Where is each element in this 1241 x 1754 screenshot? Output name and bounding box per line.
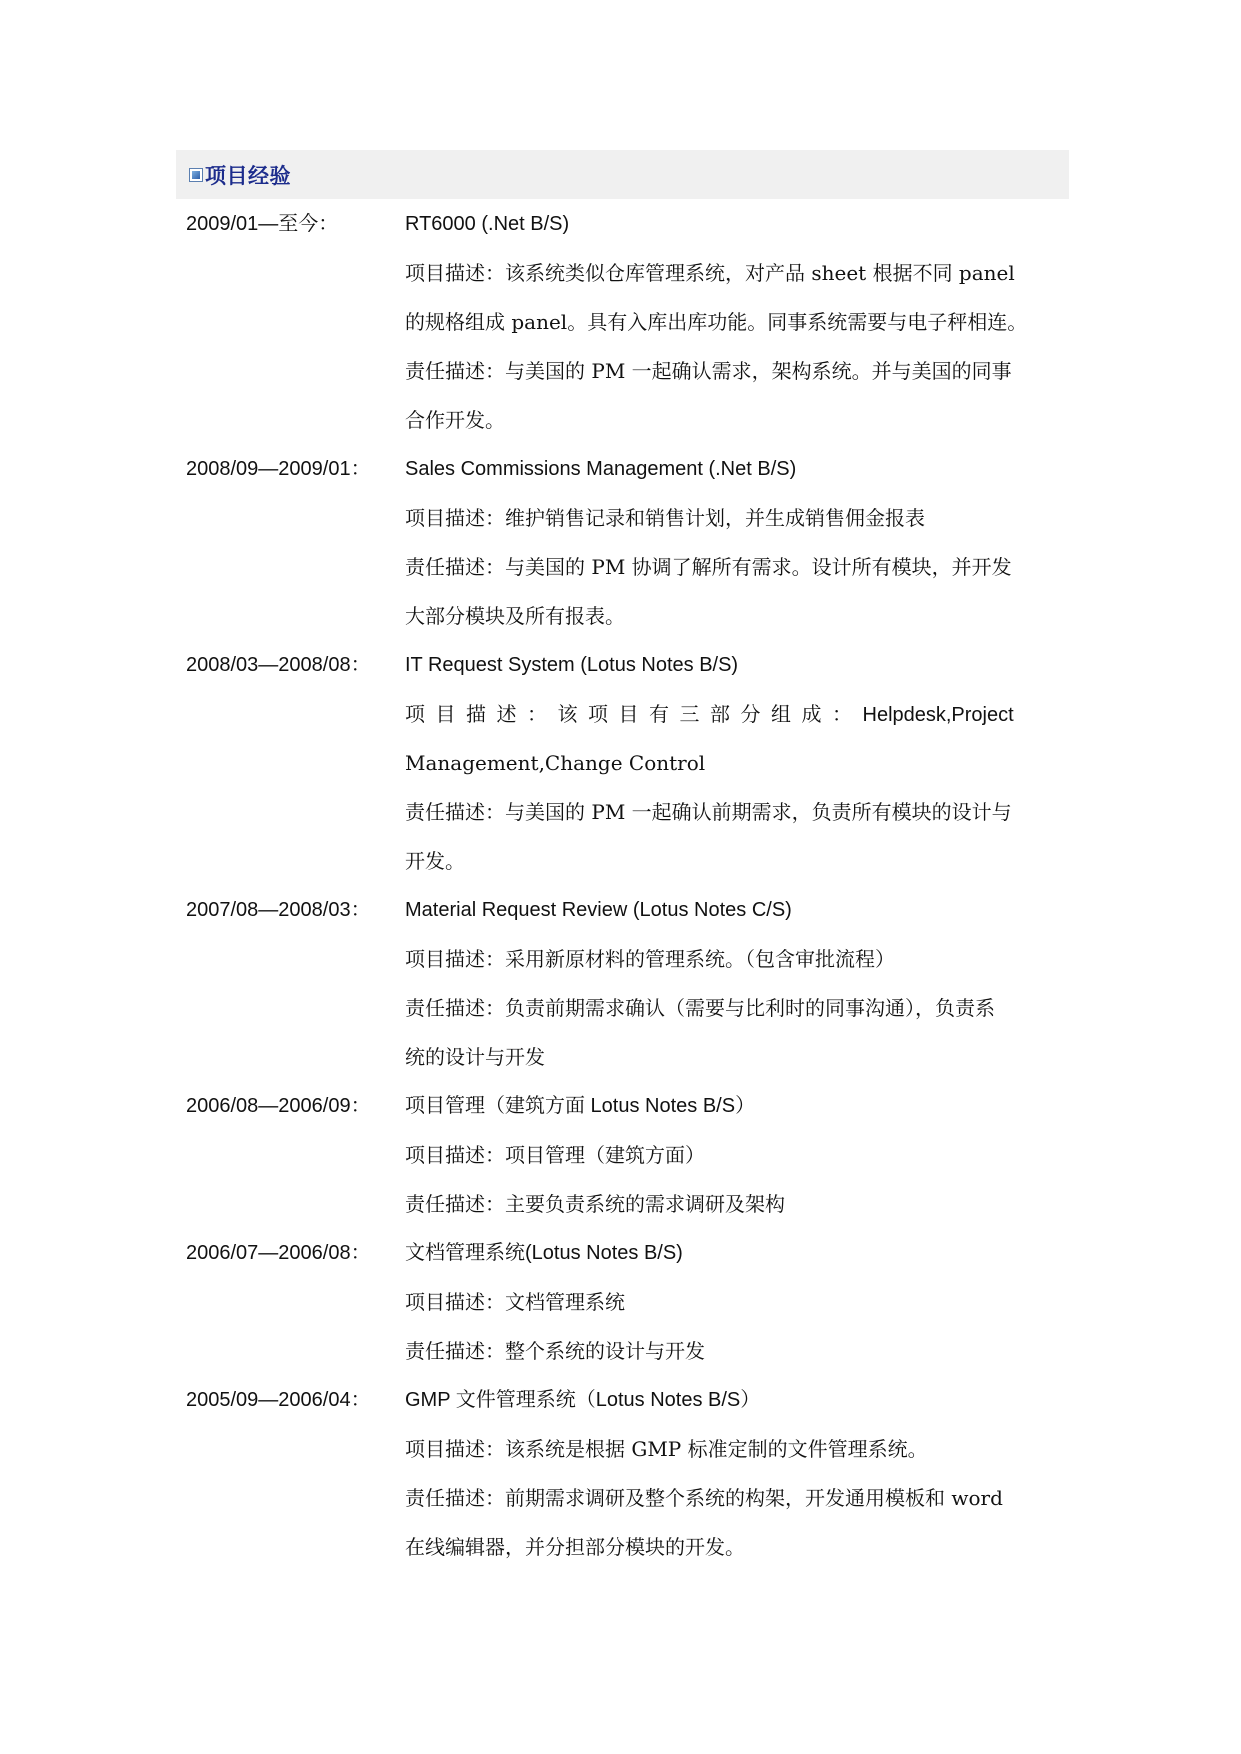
project-description-line: 责任描述：与美国的 PM 一起确认需求，架构系统。并与美国的同事 [405, 359, 1012, 383]
project-date-range: 2009/01—至今： [186, 213, 339, 235]
project-description-line: 责任描述：负责前期需求确认（需要与比利时的同事沟通），负责系 [405, 996, 995, 1020]
project-description-line: 统的设计与开发 [405, 1045, 545, 1069]
project-date-range: 2005/09—2006/04： [186, 1389, 371, 1411]
project-description-line: 项目描述：采用新原材料的管理系统。（包含审批流程） [405, 947, 895, 971]
description-text: Helpdesk,Project [862, 704, 1014, 726]
project-details [405, 886, 1055, 1082]
project-details [405, 1376, 1055, 1572]
project-description-line: 项目描述：维护销售记录和销售计划，并生成销售佣金报表 [405, 506, 925, 530]
project-experience-list [186, 200, 1066, 1572]
project-description-line: 合作开发。 [405, 408, 505, 432]
project-description-line: 责任描述：主要负责系统的需求调研及架构 [405, 1192, 785, 1216]
project-title: IT Request System (Lotus Notes B/S) [405, 654, 739, 676]
project-description-line: 责任描述：整个系统的设计与开发 [405, 1339, 705, 1363]
project-description-line: 项目描述：文档管理系统 [405, 1290, 625, 1314]
project-entry [186, 1229, 1066, 1376]
project-date-range: 2006/08—2006/09： [186, 1095, 371, 1117]
project-details [405, 641, 1055, 886]
description-text: 项目描述：该项目有三部分组成： [405, 702, 863, 726]
project-description-line: 的规格组成 panel。具有入库出库功能。同事系统需要与电子秤相连。 [405, 310, 1028, 334]
project-description-line: 责任描述：前期需求调研及整个系统的构架，开发通用模板和 word [405, 1486, 1003, 1510]
project-entry [186, 200, 1066, 445]
image-icon [189, 168, 203, 182]
project-entry [186, 1082, 1066, 1229]
project-title: RT6000 (.Net B/S) [405, 213, 570, 235]
project-entry [186, 1376, 1066, 1572]
project-entry [186, 886, 1066, 1082]
section-header [176, 150, 1069, 199]
project-details [405, 1229, 1055, 1376]
project-description-line: 责任描述：与美国的 PM 协调了解所有需求。设计所有模块，并开发 [405, 555, 1012, 579]
project-details [405, 1082, 1055, 1229]
project-description-line [405, 690, 1055, 739]
project-description-line: 项目描述：项目管理（建筑方面） [405, 1143, 705, 1167]
project-title: 文档管理系统(Lotus Notes B/S) [405, 1242, 683, 1264]
project-title: GMP 文件管理系统（Lotus Notes B/S） [405, 1389, 761, 1411]
project-entry [186, 445, 1066, 641]
project-entry [186, 641, 1066, 886]
project-description-line: 开发。 [405, 849, 465, 873]
project-title: 项目管理（建筑方面 Lotus Notes B/S） [405, 1095, 756, 1117]
project-description-line: 在线编辑器，并分担部分模块的开发。 [405, 1535, 745, 1559]
project-details [405, 200, 1055, 445]
project-title: Material Request Review (Lotus Notes C/S) [405, 899, 792, 921]
project-date-range: 2006/07—2006/08： [186, 1242, 371, 1264]
project-details [405, 445, 1055, 641]
project-description-line: 项目描述：该系统是根据 GMP 标准定制的文件管理系统。 [405, 1437, 928, 1461]
project-title: Sales Commissions Management (.Net B/S) [405, 458, 797, 480]
project-description-line: Management,Change Control [405, 751, 706, 775]
project-description-line: 项目描述：该系统类似仓库管理系统，对产品 sheet 根据不同 panel [405, 261, 1015, 285]
project-date-range: 2008/03—2008/08： [186, 654, 371, 676]
project-description-line: 大部分模块及所有报表。 [405, 604, 625, 628]
project-date-range: 2007/08—2008/03： [186, 899, 371, 921]
project-date-range: 2008/09—2009/01： [186, 458, 371, 480]
section-title: 项目经验 [205, 163, 291, 188]
project-description-line: 责任描述：与美国的 PM 一起确认前期需求，负责所有模块的设计与 [405, 800, 1012, 824]
